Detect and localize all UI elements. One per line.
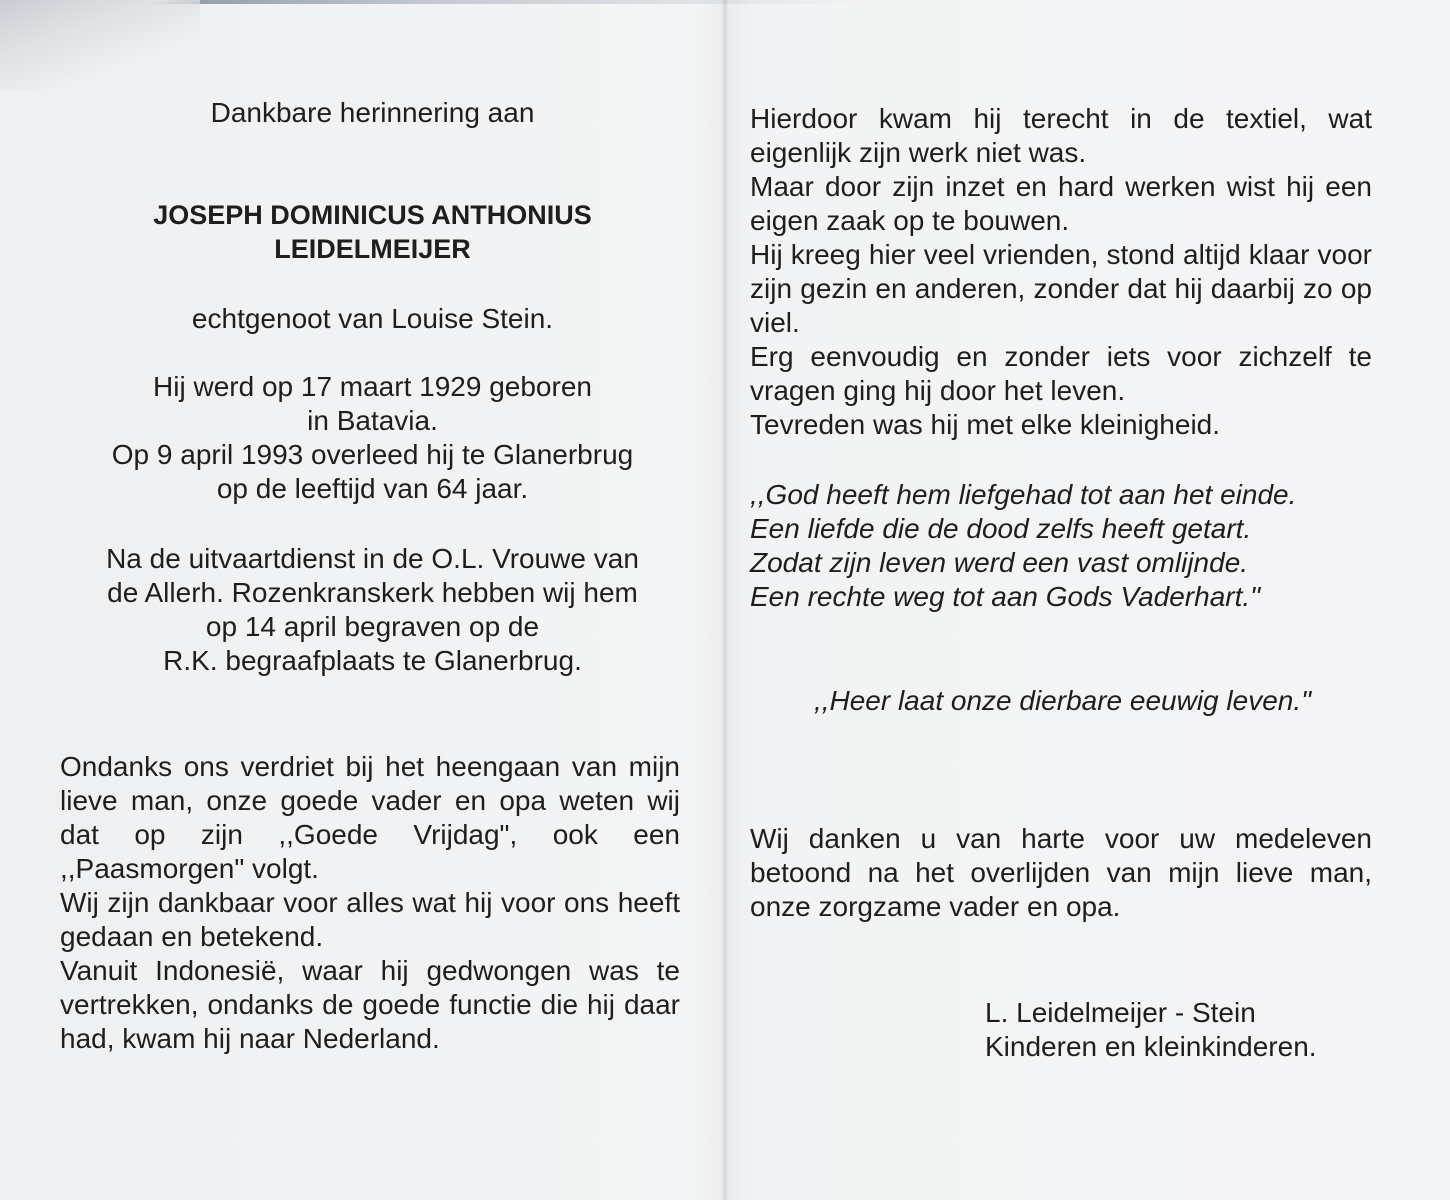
body-paragraph: Wij zijn dankbaar voor alles wat hij voor ons heeft gedaan en betekend.: [60, 887, 680, 952]
life-dates: [60, 370, 685, 506]
left-body-text: [60, 750, 680, 1056]
life-line: Op 9 april 1993 overleed hij te Glanerbrug: [111, 439, 634, 470]
signature-name: L. Leidelmeijer - Stein: [985, 997, 1256, 1028]
body-paragraph: Vanuit Indonesië, waar hij gedwongen was te vertrekken, ondanks de goede functie die hij daar had, kwam hij naar Nederland.: [60, 955, 680, 1054]
body-paragraph: Ondanks ons verdriet bij het heengaan van mijn lieve man, onze goede vader en opa weten wij dat op zijn ,,Goede Vrijdag", ook een ,,Paasmorgen" volgt.: [60, 751, 680, 884]
body-paragraph: Hij kreeg hier veel vrienden, stond altijd klaar voor zijn gezin en anderen, zonder dat hij daarbij zo op viel.: [750, 239, 1372, 338]
signature: [985, 996, 1375, 1064]
life-line: op de leeftijd van 64 jaar.: [216, 473, 529, 504]
center-fold: [722, 0, 728, 1200]
name-line-2: LEIDELMEIJER: [274, 234, 471, 264]
poem-line: ,,God heeft hem liefgehad tot aan het einde.: [750, 479, 1297, 510]
deceased-name: [60, 198, 685, 266]
name-line-1: JOSEPH DOMINICUS ANTHONIUS: [153, 200, 592, 230]
body-paragraph: Erg eenvoudig en zonder iets voor zichzelf te vragen ging hij door het leven.: [750, 341, 1372, 406]
life-line: in Batavia.: [307, 405, 438, 436]
funeral-line: op 14 april begraven op de: [205, 611, 540, 642]
poem-line: Een liefde die de dood zelfs heeft getart.: [750, 513, 1252, 544]
thanks-text: Wij danken u van harte voor uw medeleven betoond na het overlijden van mijn lieve man, onze zorgzame vader en opa.: [750, 823, 1372, 922]
body-paragraph: Hierdoor kwam hij terecht in de textiel, wat eigenlijk zijn werk niet was.: [750, 103, 1372, 168]
body-paragraph: Tevreden was hij met elke kleinigheid.: [750, 409, 1221, 440]
poem-line: Een rechte weg tot aan Gods Vaderhart.": [750, 581, 1261, 612]
signature-family: Kinderen en kleinkinderen.: [985, 1031, 1317, 1062]
funeral-line: de Allerh. Rozenkranskerk hebben wij hem: [107, 577, 638, 608]
funeral-line: Na de uitvaartdienst in de O.L. Vrouwe van: [106, 543, 639, 574]
worn-corner: [0, 0, 200, 90]
funeral-line: R.K. begraafplaats te Glanerbrug.: [163, 645, 582, 676]
spouse-text: echtgenoot van Louise Stein.: [191, 303, 554, 334]
prayer-text: ,,Heer laat onze dierbare eeuwig leven.": [813, 685, 1312, 716]
poem: [750, 478, 1375, 614]
right-body-text: [750, 102, 1372, 442]
body-paragraph: Maar door zijn inzet en hard werken wist hij een eigen zaak op te bouwen.: [750, 171, 1372, 236]
intro-text: Dankbare herinnering aan: [210, 97, 535, 128]
poem-line: Zodat zijn leven werd een vast omlijnde.: [750, 547, 1249, 578]
funeral-info: [60, 542, 685, 678]
life-line: Hij werd op 17 maart 1929 geboren: [153, 371, 592, 402]
